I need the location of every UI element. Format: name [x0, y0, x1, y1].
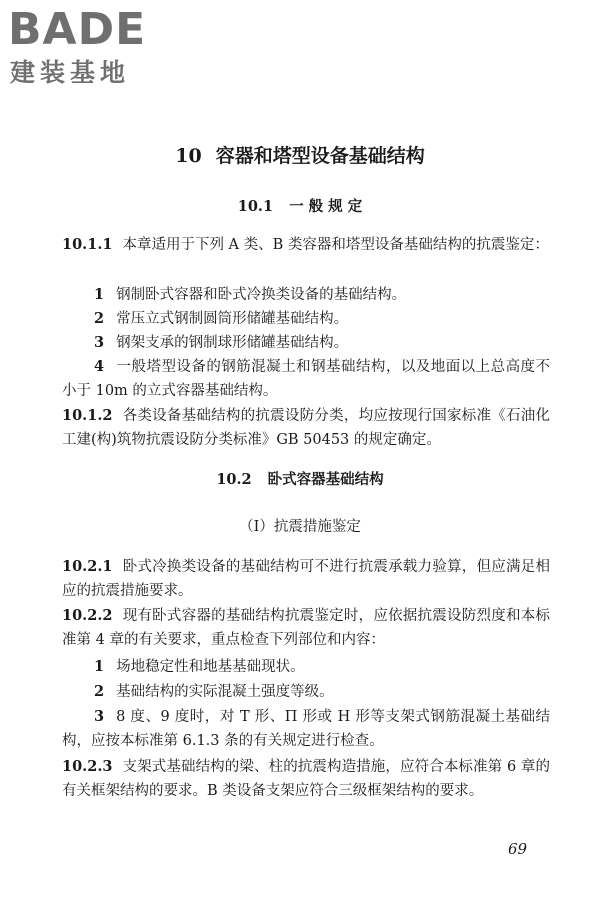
clause-text: 现有卧式容器的基础结构抗震鉴定时，应依据抗震设防烈度和本标准第 4 章的有关要求，重点检查下列部位和内容： [62, 608, 550, 648]
item-text: 8 度、9 度时，对 T 形、Π 形或 H 形等支架式钢筋混凝土基础结构，应按本标准第 6.1.3 条的有关规定进行检查。 [62, 709, 550, 749]
chapter-number: 10 [175, 145, 202, 167]
clause-number: 10.1.2 [62, 407, 113, 424]
item-number: 3 [94, 334, 105, 351]
section-10-1-heading [0, 196, 600, 218]
section-title: 卧式容器基础结构 [267, 471, 384, 488]
section-title: 一 般 规 定 [289, 198, 363, 215]
list-item [62, 307, 550, 332]
item-number: 2 [94, 683, 105, 700]
clause-10-1-2 [62, 404, 550, 452]
item-text: 基础结构的实际混凝土强度等级。 [116, 684, 334, 700]
item-number: 1 [94, 286, 105, 303]
item-text: 场地稳定性和地基基础现状。 [116, 659, 305, 675]
clause-text: 各类设备基础结构的抗震设防分类，均应按现行国家标准《石油化工建(构)筑物抗震设防分类标准》GB 50453 的规定确定。 [62, 408, 550, 448]
list-item [62, 655, 550, 680]
list-item [62, 355, 550, 403]
list-item [62, 680, 550, 705]
clause-number: 10.1.1 [62, 236, 113, 253]
list-item [62, 331, 550, 356]
chapter-title [0, 143, 600, 169]
section-10-2-heading [0, 469, 600, 491]
clause-10-1-1 [62, 233, 550, 258]
clause-text: 本章适用于下列 A 类、B 类容器和塔型设备基础结构的抗震鉴定： [122, 237, 549, 253]
clause-number: 10.2.1 [62, 558, 113, 575]
list-item [62, 705, 550, 753]
item-text: 常压立式钢制圆筒形储罐基础结构。 [116, 311, 349, 327]
section-number: 10.2 [216, 471, 252, 488]
item-number: 3 [94, 708, 105, 725]
clause-10-2-2 [62, 604, 550, 652]
clause-10-2-1 [62, 555, 550, 603]
item-text: 钢架支承的钢制球形储罐基础结构。 [116, 335, 349, 351]
logo [8, 6, 178, 96]
list-item [62, 283, 550, 308]
item-number: 2 [94, 310, 105, 327]
clause-10-2-3 [62, 755, 550, 803]
item-number: 1 [94, 658, 105, 675]
subsection-heading: （Ⅰ）抗震措施鉴定 [239, 519, 361, 535]
item-text: 一般塔型设备的钢筋混凝土和钢基础结构，以及地面以上总高度不小于 10m 的立式容器基础结构。 [62, 359, 550, 399]
page-number: 69 [508, 840, 528, 858]
section-number: 10.1 [237, 198, 274, 215]
logo-wordmark: BADE [8, 4, 147, 55]
chapter-title-text: 容器和塔型设备基础结构 [215, 145, 425, 167]
clause-number: 10.2.3 [62, 758, 113, 775]
clause-text: 支架式基础结构的梁、柱的抗震构造措施，应符合本标准第 6 章的有关框架结构的要求。B 类设备支架应符合三级框架结构的要求。 [62, 759, 550, 799]
clause-number: 10.2.2 [62, 607, 113, 624]
clause-text: 卧式冷换类设备的基础结构可不进行抗震承载力验算，但应满足相应的抗震措施要求。 [62, 559, 550, 599]
item-number: 4 [94, 358, 105, 375]
item-text: 钢制卧式容器和卧式冷换类设备的基础结构。 [116, 287, 407, 303]
logo-subtitle: 建装基地 [10, 58, 131, 87]
